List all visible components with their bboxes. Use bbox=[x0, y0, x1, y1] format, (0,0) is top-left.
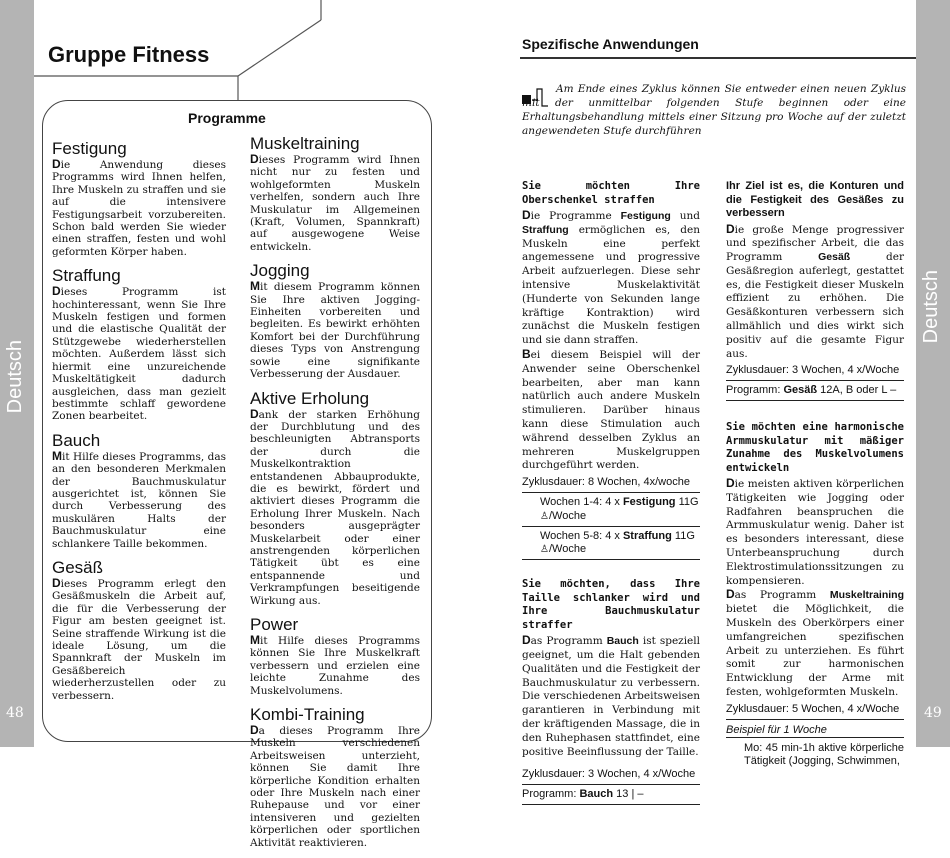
drop-cap: D bbox=[726, 587, 735, 602]
program-keyword: Gesäß bbox=[783, 384, 818, 397]
program-keyword: Bauch bbox=[579, 788, 614, 801]
drop-cap: D bbox=[250, 406, 259, 421]
program-keyword: Bauch bbox=[606, 635, 639, 648]
section-text: ieses Programm erlegt den Gesäßmuskeln die Arbeit auf, die für die Verbesserung der Figur am besten geeignet ist. Seine straffende Wirkung ist die ideale Lösung, um die Spannkraft der Muskeln im Gesäßbereich wiederherzustellen oder zu verbessern. bbox=[52, 577, 226, 702]
drop-cap: M bbox=[52, 448, 62, 463]
section-heading: Jogging bbox=[250, 261, 310, 281]
program-keyword: Muskeltraining bbox=[829, 589, 904, 602]
drop-cap: M bbox=[250, 279, 260, 294]
drop-cap: M bbox=[250, 633, 260, 647]
drop-cap: D bbox=[250, 723, 259, 738]
section-text: ieses Programm ist hochinteressant, wenn Sie Ihre Muskeln festigen und formen und die elastische Qualität der Stützgewebe wiederherstellen möchten. Außerdem lässt sich hiermit eine unzureichende Muskeltätigkeit dadurch ausgleichen, dass man gezielt bestimmte schlaff gewordene Zonen bearbeitet. bbox=[52, 286, 226, 423]
drop-cap: D bbox=[52, 284, 61, 299]
cycle-duration: Zyklusdauer: 3 Wochen, 4 x/Woche bbox=[522, 765, 700, 785]
cycle-duration: Zyklusdauer: 3 Wochen, 4 x/Woche bbox=[726, 361, 904, 381]
program-keyword: Straffung bbox=[522, 223, 569, 236]
cycle-duration: Zyklusdauer: 5 Wochen, 4 x/Woche bbox=[726, 700, 904, 720]
program-keyword: Festigung bbox=[622, 495, 676, 508]
text-run: 12A, B oder L – bbox=[817, 384, 897, 397]
text-run: Wochen 1-4: 4 x bbox=[540, 495, 623, 508]
drop-cap: D bbox=[52, 575, 61, 590]
section-text: it Hilfe dieses Programms können Sie Ihre Muskelkraft verbessern und erzielen eine leichte Zunahme des Muskelvolumens. bbox=[250, 635, 420, 697]
drop-cap: D bbox=[250, 152, 259, 166]
applications-column-2 bbox=[726, 180, 904, 768]
text-run: /Woche bbox=[548, 509, 587, 522]
program-section-bauch bbox=[52, 432, 226, 550]
programme-box-title: Programme bbox=[188, 110, 266, 126]
program-section-kombi-training bbox=[250, 706, 420, 849]
figure-icon: ♙ bbox=[540, 510, 549, 522]
monday-plan: Mo: 45 min-1h aktive körperliche Tätigkeit (Jogging, Schwimmen, bbox=[744, 742, 904, 768]
drop-cap: D bbox=[726, 221, 735, 236]
program-section-festigung bbox=[52, 140, 226, 258]
section-title: Spezifische Anwendungen bbox=[522, 36, 699, 52]
intro-text: Am Ende eines Zyklus können Sie entweder einen neuen Zyklus mit der unmittelbar folgenden Stufe beginnen oder eine Erhaltungsbehandlung mittels einer Sitzung pro Woche auf der zuletzt angewendeten Stufe durchführen bbox=[522, 83, 906, 137]
cycle-duration: Zyklusdauer: 8 Wochen, 4x/woche bbox=[522, 473, 700, 493]
page-title: Gruppe Fitness bbox=[48, 42, 210, 67]
drop-cap: D bbox=[52, 157, 61, 171]
program-keyword: Festigung bbox=[620, 210, 671, 222]
section-text: it diesem Programm können Sie Ihre aktiven Jogging-Einheiten vorbereiten und begleiten. Es bewirkt erhöhten Komfort bei der Durchführung dieses Typs von Anstrengung sowie eine signifikante Verbesserung der Ausdauer. bbox=[250, 281, 420, 381]
program-section-straffung bbox=[52, 267, 226, 422]
title-underline bbox=[520, 57, 916, 59]
program-section-aktive-erholung bbox=[250, 390, 420, 608]
text-run: und bbox=[670, 210, 700, 222]
section-heading: Kombi-Training bbox=[250, 705, 365, 725]
program-section-power bbox=[250, 616, 420, 697]
left-language-label: Deutsch bbox=[4, 340, 26, 414]
text-run: as Programm bbox=[530, 635, 607, 648]
drop-cap: B bbox=[522, 346, 531, 361]
arm-heading: Sie möchten eine harmonische Armmuskulatur mit mäßiger Zunahme des Muskelvolumens entwickeln bbox=[726, 421, 904, 474]
taille-heading: Sie möchten, dass Ihre Taille schlanker wird und Ihre Bauchmuskulatur straffer bbox=[522, 578, 700, 631]
section-text: it Hilfe dieses Programms, das an den besonderen Merkmalen der Bauchmuskulatur ausgerichtet ist, können Sie durch Verbesserung des muskulären Halts der Bauchmuskulatur eine schlankere Taille bekommen. bbox=[52, 450, 226, 550]
section-heading: Power bbox=[250, 615, 299, 634]
text-run: ei diesem Beispiel will der Anwender seine Oberschenkel bearbeiten, aber man kann natürlich auch andere Muskeln stimulieren. Darüber hinaus kann diese Stimulation auch während desselben Zyklus an mehreren Muskelgruppen durchgeführt werden. bbox=[522, 348, 700, 472]
section-text: a dieses Programm Ihre Muskeln verschiedenen Arbeitsweisen unterzieht, können Sie damit Ihre körperliche Kondition erhalten oder Ihre Muskeln nach einer Ruhepause und vor einer intensiveren und gezielten körperlichen oder sportlichen Aktivität reaktivieren. bbox=[250, 725, 420, 849]
drop-cap: D bbox=[522, 633, 531, 648]
text-run: ie meisten aktiven körperlichen Tätigkeiten wie Jogging oder Radfahren beanspruchen die Armmuskulatur wenig. Daher ist es besonders interessant, diese Unterbeanspruchung durch Elektrostimulationssitzungen zu kompensieren. bbox=[726, 478, 904, 587]
week-plan-2: Wochen 5-8: 4 x Straffung 11G ♙/Woche bbox=[522, 527, 700, 561]
text-run: ie Programme bbox=[530, 210, 621, 222]
level: 11 bbox=[675, 495, 690, 508]
programme-column-2 bbox=[250, 135, 420, 858]
text-run: as Programm bbox=[734, 589, 830, 602]
gesaess-heading: Ihr Ziel ist es, die Konturen und die Festigkeit des Gesäßes zu verbessern bbox=[726, 180, 904, 219]
drop-cap: D bbox=[726, 476, 735, 491]
section-heading: Aktive Erholung bbox=[250, 388, 370, 408]
text-run: 13 | – bbox=[613, 788, 644, 801]
program-section-gesaess bbox=[52, 559, 226, 702]
text-run: /Woche bbox=[548, 543, 587, 556]
section-heading: Straffung bbox=[52, 266, 121, 286]
text-run: ie große Menge progressiver und spezifischer Arbeit, die das Programm bbox=[726, 223, 904, 264]
text-run: Programm: bbox=[522, 788, 580, 801]
text-run: bietet die Möglichkeit, die Muskeln des Oberkörpers einer umfangreichen spezifischen Arbeit zu unterziehen. Es führt somit zur harmonischen Entwicklung der Arme mit festen, wohlgeformten Muskeln. bbox=[726, 603, 904, 699]
section-heading: Bauch bbox=[52, 430, 101, 450]
drop-cap: D bbox=[522, 208, 531, 222]
right-page-number: 49 bbox=[924, 705, 942, 721]
right-language-tab bbox=[916, 0, 950, 747]
oberschenkel-heading: Sie möchten Ihre Oberschenkel straffen bbox=[522, 180, 700, 206]
figure-icon: ♙ bbox=[540, 544, 549, 556]
section-heading: Festigung bbox=[52, 139, 127, 158]
text-run: ist speziell geeignet, um die Halt gebenden Qualitäten und die Festigkeit der Bauchmuskulatur zu verbessern. Die verschiedenen Arbeitsweisen garantieren in Verbindung mit der kräftigenden Massage, die in den Ruhephasen stattfindet, eine positive Beeinflussung der Taille. bbox=[522, 635, 700, 758]
text-run: der Gesäßregion auferlegt, gestattet es, die Festigkeit dieser Muskeln effizient zu erhöhen. Die Gesäßkonturen verbessern sich allmählich und dies wirkt sich positiv auf die gesamte Figur aus. bbox=[726, 251, 904, 360]
program-section-muskeltraining bbox=[250, 135, 420, 253]
program-keyword: Straffung bbox=[622, 529, 672, 542]
program-line bbox=[522, 785, 700, 805]
text-run: Programm: bbox=[726, 384, 784, 397]
week-plan-1: Wochen 1-4: 4 x Festigung 11G ♙/Woche bbox=[522, 493, 700, 527]
program-keyword: Gesäß bbox=[818, 251, 851, 264]
applications-column-1 bbox=[522, 180, 700, 805]
program-line bbox=[726, 381, 904, 401]
program-section-jogging bbox=[250, 262, 420, 380]
section-text: ieses Programm wird Ihnen nicht nur zu festen und wohlgeformten Muskeln verhelfen, sondern auch Ihre Muskulatur im Allgemeinen (Kraft, Volumen, Spannkraft) auf ausgewogene Weise entwickeln. bbox=[250, 154, 420, 253]
example-label: Beispiel für 1 Woche bbox=[726, 720, 904, 739]
text-run: ermöglichen es, den Muskeln eine perfekt angemessene und progressive Arbeit aufzuerlegen. Diese sehr intensive Muskelaktivität (Hunderte von Sekunden lange kräftige Kontraktion) wird zunächst die Muskeln festigen und sie dann straffen. bbox=[522, 223, 700, 347]
section-text: ank der starken Erhöhung der Durchblutung und des beschleunigten Abtransports der durch die Muskelkontraktion entstandenen Abbauprodukte, die es bewirkt, fördert und aktiviert dieses Programm die Erholung Ihrer Muskeln. Nach besonders ausgeprägter Muskelarbeit oder einer anstrengenden körperlichen Tätigkeit übt es eine entspannende und Verkrampfungen beseitigende Wirkung aus. bbox=[250, 408, 420, 607]
level: 11 bbox=[671, 529, 687, 542]
programme-column-1 bbox=[52, 140, 226, 711]
section-text: ie Anwendung dieses Programms wird Ihnen helfen, Ihre Muskeln zu straffen und sie auf die intensivere Festigungsarbeit vorzubereiten. Schon bald werden Sie wieder einen straffen, festen und wohl geformten Körper haben. bbox=[52, 159, 226, 258]
right-language-label: Deutsch bbox=[920, 270, 942, 344]
section-heading: Muskeltraining bbox=[250, 134, 360, 153]
text-run: Wochen 5-8: 4 x bbox=[540, 529, 623, 542]
left-page-number: 48 bbox=[6, 705, 24, 721]
section-heading: Gesäß bbox=[52, 557, 104, 577]
